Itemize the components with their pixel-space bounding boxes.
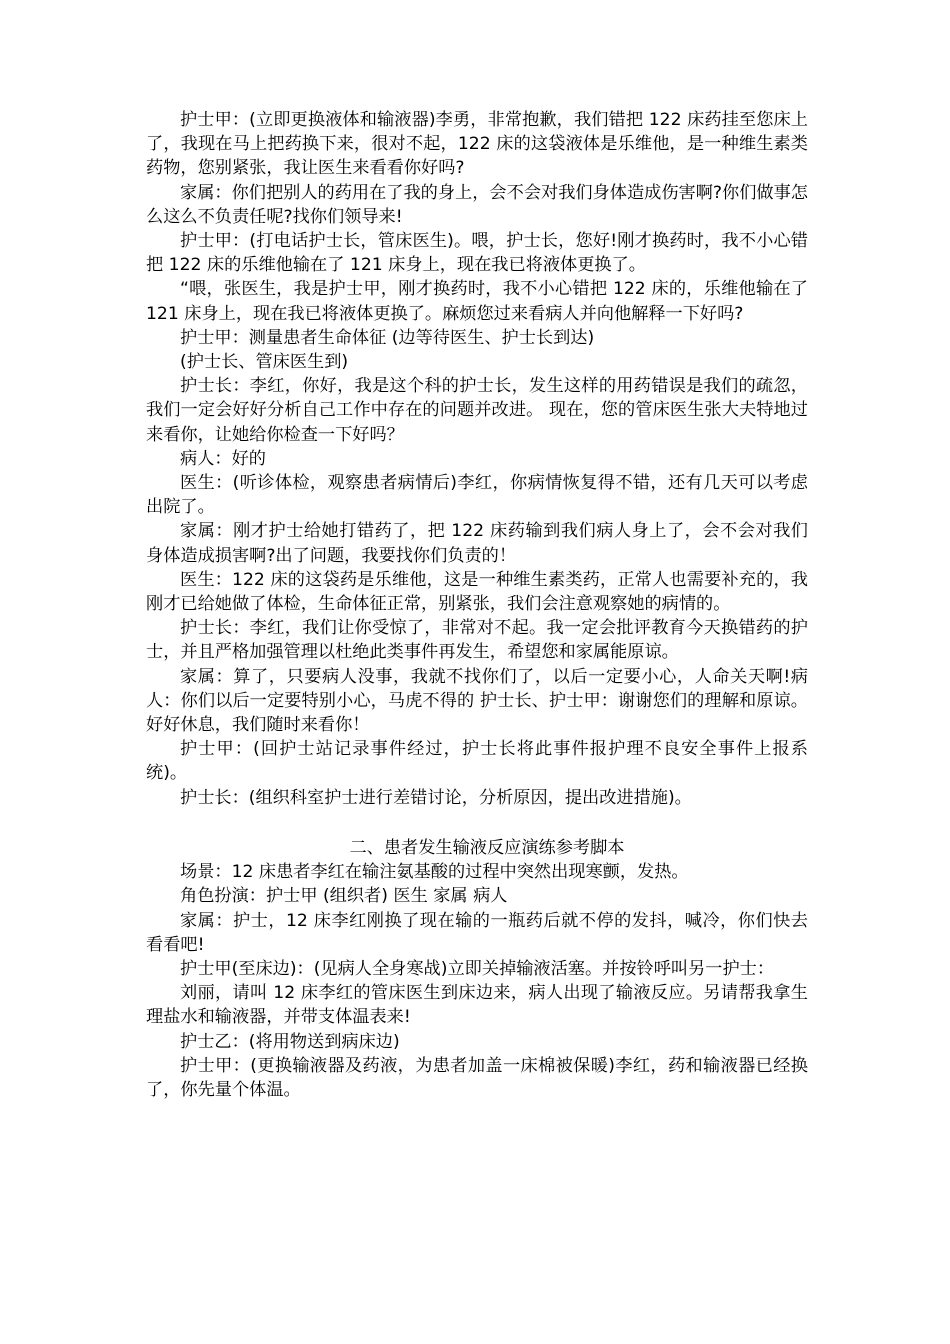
dialogue-paragraph: 护士甲：(打电话护士长，管床医生)。喂，护士长，您好!刚才换药时，我不小心错把 122 床的乐维他输在了 121 床身上，现在我已将液体更换了。	[146, 231, 808, 276]
dialogue-paragraph: 护士甲：测量患者生命体征 (边等待医生、护士长到达)	[180, 327, 595, 348]
dialogue-paragraph: 护士甲：(立即更换液体和输液器)李勇，非常抱歉，我们错把 122 床药挂至您床上了，我现在马上把药换下来，很对不起，122 床的这袋液体是乐维他，是一种维生素类药物，您别紧张，我让医生来看看你好吗?	[146, 110, 808, 179]
dialogue-paragraph: 家属：刚才护士给她打错药了，把 122 床药输到我们病人身上了，会不会对我们身体造成损害啊?出了问题，我要找你们负责的！	[146, 521, 808, 566]
scene-description: 场景：12 床患者李红在输注氨基酸的过程中突然出现寒颤，发热。	[180, 862, 689, 883]
dialogue-paragraph: 护士甲：(回护士站记录事件经过，护士长将此事件报护理不良安全事件上报系统)。	[146, 739, 808, 784]
dialogue-paragraph: 病人：好的	[180, 448, 266, 469]
dialogue-paragraph: 家属：你们把别人的药用在了我的身上，会不会对我们身体造成伤害啊?你们做事怎么这么不负责任呢?找你们领导来!	[146, 182, 808, 227]
dialogue-paragraph: 医生：(听诊体检，观察患者病情后)李红，你病情恢复得不错，还有几天可以考虑出院了。	[146, 473, 808, 518]
section-gap	[146, 810, 808, 836]
dialogue-paragraph: 家属：护士，12 床李红刚换了现在输的一瓶药后就不停的发抖，喊冷，你们快去看看吧!	[146, 910, 808, 955]
document-page	[146, 108, 808, 1102]
stage-direction: (护士长、管床医生到)	[180, 352, 349, 373]
dialogue-paragraph: 家属：算了，只要病人没事，我就不找你们了，以后一定要小心，人命关天啊!病人：你们以后一定要特别小心，马虎不得的 护士长、护士甲：谢谢您们的理解和原谅。好好休息，我们随时来看你！	[146, 666, 808, 736]
dialogue-paragraph: 护士甲(至床边)：(见病人全身寒战)立即关掉输液活塞。并按铃呼叫另一护士：	[180, 958, 775, 979]
dialogue-paragraph: 护士长：李红，我们让你受惊了，非常对不起。我一定会批评教育今天换错药的护士，并且严格加强管理以杜绝此类事件再发生，希望您和家属能原谅。	[146, 618, 808, 663]
dialogue-paragraph: 护士乙：(将用物送到病床边)	[180, 1031, 400, 1052]
section-heading: 二、患者发生输液反应演练参考脚本	[349, 837, 625, 858]
role-list: 角色扮演：护士甲 (组织者) 医生 家属 病人	[180, 886, 508, 907]
dialogue-paragraph: 护士甲：(更换输液器及药液，为患者加盖一床棉被保暖)李红，药和输液器已经换了，你先量个体温。	[146, 1055, 808, 1100]
dialogue-paragraph: 医生：122 床的这袋药是乐维他，这是一种维生素类药，正常人也需要补充的，我刚才已给她做了体检，生命体征正常，别紧张，我们会注意观察她的病情的。	[146, 569, 808, 615]
dialogue-paragraph: 护士长：(组织科室护士进行差错讨论，分析原因，提出改进措施)。	[180, 787, 692, 808]
dialogue-paragraph: 护士长：李红，你好，我是这个科的护士长，发生这样的用药错误是我们的疏忽，我们一定会好好分析自己工作中存在的问题并改进。 现在，您的管床医生张大夫特地过来看你，让她给你检查一下好吗？	[146, 376, 808, 445]
dialogue-paragraph: 刘丽，请叫 12 床李红的管床医生到床边来，病人出现了输液反应。另请帮我拿生理盐水和输液器，并带支体温表来!	[146, 983, 808, 1028]
dialogue-paragraph: “喂，张医生，我是护士甲，刚才换药时，我不小心错把 122 床的，乐维他输在了 121 床身上，现在我已将液体更换了。麻烦您过来看病人并向他解释一下好吗?	[146, 279, 808, 324]
